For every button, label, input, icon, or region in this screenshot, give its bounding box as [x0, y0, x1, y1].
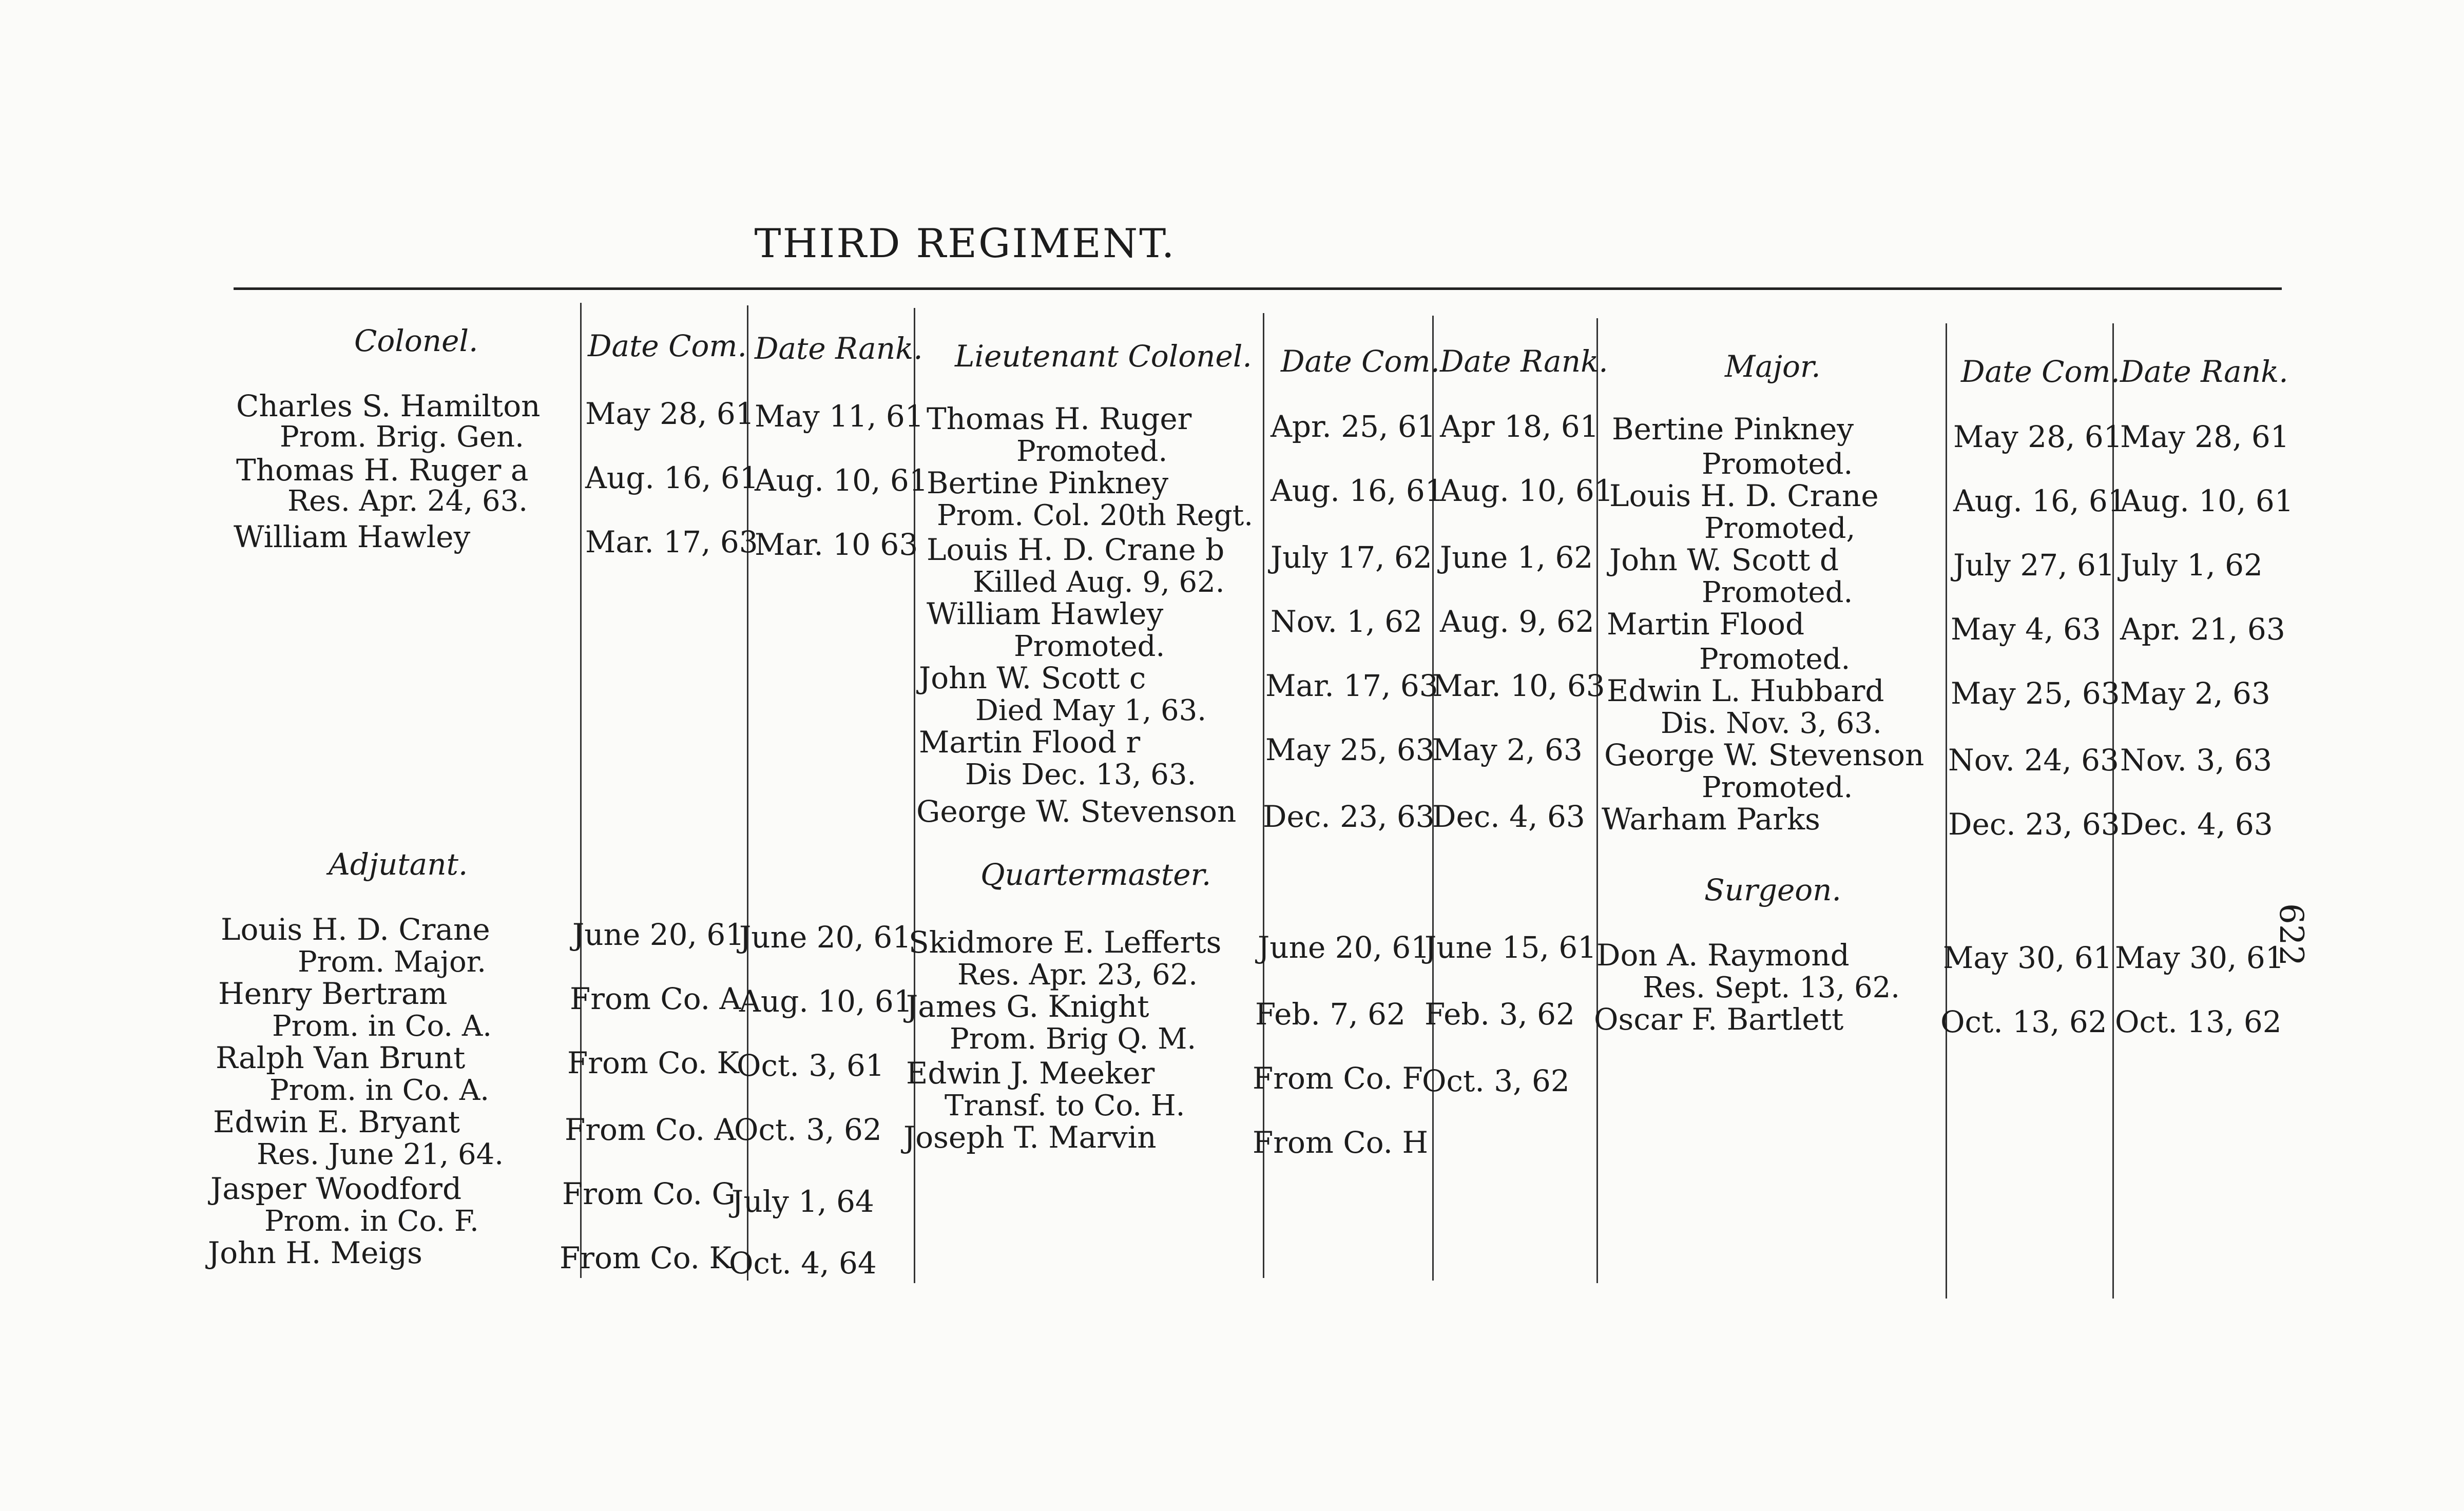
officer-name: Bertine Pinkney: [1612, 412, 1854, 447]
header-date-com: Date Com.: [1961, 354, 2120, 389]
officer-name: Thomas H. Ruger: [927, 401, 1192, 436]
date-com: May 28, 61: [1953, 419, 2123, 454]
date-rank: Aug. 9, 62: [1440, 604, 1594, 639]
date-rank: Aug. 10, 61: [1440, 473, 1613, 508]
column-divider: [1946, 323, 1947, 1299]
date-com: From Co. H: [1253, 1125, 1429, 1160]
officer-note: Promoted.: [1702, 576, 1853, 609]
date-com: May 25, 63: [1951, 676, 2120, 711]
header-date-rank: Date Rank.: [755, 331, 923, 366]
header-lieutenant-colonel: Lieutenant Colonel.: [955, 339, 1252, 374]
date-rank: Dec. 4, 63: [2120, 807, 2273, 842]
officer-name: Henry Bertram: [218, 976, 448, 1011]
header-date-rank: Date Rank.: [2120, 354, 2288, 389]
officer-name: Jasper Woodford: [210, 1171, 462, 1206]
date-rank: Oct. 3, 62: [1422, 1063, 1570, 1098]
officer-note: Res. Apr. 24, 63.: [287, 485, 528, 518]
date-rank: Oct. 3, 61: [737, 1048, 884, 1083]
date-com: Feb. 7, 62: [1255, 997, 1406, 1032]
officer-note: Res. Sept. 13, 62.: [1643, 971, 1900, 1004]
officer-name: Louis H. D. Crane: [1609, 478, 1879, 513]
officer-note: Killed Aug. 9, 62.: [973, 566, 1225, 599]
officer-name: Charles S. Hamilton: [236, 389, 541, 423]
date-rank: Oct. 13, 62: [2115, 1004, 2282, 1039]
date-rank: May 2, 63: [1432, 732, 1583, 767]
officer-name: Martin Flood r: [919, 725, 1141, 760]
date-rank: Oct. 3, 62: [734, 1112, 882, 1147]
header-colonel: Colonel.: [354, 323, 478, 358]
date-rank: Feb. 3, 62: [1424, 997, 1575, 1032]
officer-name: Edwin J. Meeker: [906, 1056, 1155, 1091]
date-com: Mar. 17, 63: [1265, 668, 1438, 703]
officer-name: Louis H. D. Crane b: [927, 532, 1225, 567]
date-com: From Co. A: [565, 1112, 736, 1147]
officer-name: Thomas H. Ruger a: [236, 453, 529, 488]
date-com: Nov. 1, 62: [1270, 604, 1423, 639]
officer-name: Bertine Pinkney: [927, 466, 1169, 500]
date-com: Apr. 25, 61: [1270, 409, 1436, 444]
date-com: May 30, 61: [1943, 940, 2112, 975]
officer-name: James G. Knight: [906, 989, 1149, 1024]
officer-name: Joseph T. Marvin: [903, 1120, 1157, 1155]
page-title: THIRD REGIMENT.: [754, 221, 1176, 267]
officer-note: Promoted.: [1016, 435, 1168, 468]
officer-name: Edwin E. Bryant: [213, 1105, 460, 1139]
date-rank: Aug. 10, 61: [739, 984, 913, 1019]
date-rank: Mar. 10 63: [755, 527, 918, 562]
officer-name: Oscar F. Bartlett: [1594, 1002, 1844, 1037]
date-rank: Dec. 4, 63: [1432, 799, 1585, 834]
date-rank: Aug. 10, 61: [2120, 483, 2294, 518]
date-rank: July 1, 62: [2120, 548, 2263, 583]
officer-note: Res. Apr. 23, 62.: [957, 958, 1198, 992]
date-com: July 17, 62: [1270, 540, 1432, 575]
header-quartermaster: Quartermaster.: [980, 857, 1211, 892]
date-rank: June 1, 62: [1440, 540, 1593, 575]
officer-name: William Hawley: [234, 519, 471, 554]
officer-name: Edwin L. Hubbard: [1607, 673, 1884, 708]
date-com: Aug. 16, 61: [1270, 473, 1444, 508]
officer-name: Warham Parks: [1602, 802, 1820, 837]
officer-name: Ralph Van Brunt: [216, 1040, 466, 1075]
date-com: May 28, 61: [585, 396, 755, 431]
date-rank: Oct. 4, 64: [729, 1246, 877, 1281]
date-rank: May 28, 61: [2120, 419, 2289, 454]
header-adjutant: Adjutant.: [329, 847, 468, 882]
officer-note: Dis. Nov. 3, 63.: [1661, 707, 1882, 740]
header-surgeon: Surgeon.: [1704, 873, 1841, 907]
date-com: June 20, 61: [572, 917, 745, 952]
date-rank: July 1, 64: [732, 1184, 874, 1219]
date-com: July 27, 61: [1953, 548, 2115, 583]
column-divider: [1596, 318, 1598, 1283]
header-major: Major.: [1725, 349, 1821, 384]
date-rank: Aug. 10, 61: [755, 463, 928, 498]
date-com: From Co. A: [570, 981, 741, 1016]
date-com: Nov. 24, 63: [1948, 743, 2119, 778]
date-rank: Nov. 3, 63: [2120, 743, 2273, 778]
date-rank: June 20, 61: [739, 920, 912, 955]
date-rank: Apr 18, 61: [1440, 409, 1599, 444]
title-rule: [234, 287, 2282, 290]
date-com: May 25, 63: [1265, 732, 1435, 767]
page-number: 622: [2272, 903, 2310, 966]
officer-name: William Hawley: [927, 596, 1164, 631]
date-com: Dec. 23, 63: [1263, 799, 1435, 834]
date-rank: May 2, 63: [2120, 676, 2270, 711]
officer-note: Promoted.: [1702, 771, 1853, 804]
column-divider: [1432, 316, 1434, 1281]
officer-name: Skidmore E. Lefferts: [909, 925, 1222, 960]
date-com: Aug. 16, 61: [585, 460, 759, 495]
header-date-com: Date Com.: [588, 328, 747, 363]
officer-note: Died May 1, 63.: [975, 694, 1207, 727]
date-rank: Mar. 10, 63: [1432, 668, 1605, 703]
officer-name: Martin Flood: [1607, 607, 1805, 642]
officer-note: Promoted.: [1014, 630, 1165, 663]
officer-note: Prom. in Co. F.: [264, 1205, 479, 1238]
officer-note: Dis Dec. 13, 63.: [965, 758, 1197, 791]
date-com: Mar. 17, 63: [585, 525, 758, 559]
officer-note: Promoted,: [1704, 512, 1856, 545]
officer-note: Transf. to Co. H.: [945, 1089, 1185, 1122]
date-com: Oct. 13, 62: [1940, 1004, 2107, 1039]
officer-note: Prom. Col. 20th Regt.: [937, 499, 1254, 532]
date-com: From Co. G: [562, 1176, 736, 1211]
officer-note: Promoted.: [1699, 643, 1851, 676]
date-com: May 4, 63: [1951, 612, 2101, 647]
date-com: Dec. 23, 63: [1948, 807, 2120, 842]
officer-name: George W. Stevenson: [916, 794, 1237, 829]
officer-note: Res. June 21, 64.: [257, 1138, 504, 1171]
date-com: Aug. 16, 61: [1953, 483, 2127, 518]
date-rank: May 30, 61: [2115, 940, 2284, 975]
date-com: From Co. K: [567, 1045, 739, 1080]
header-date-com: Date Com.: [1281, 344, 1440, 379]
officer-name: Don A. Raymond: [1596, 938, 1850, 973]
date-com: From Co. F: [1253, 1061, 1423, 1096]
officer-note: Prom. in Co. A.: [272, 1010, 492, 1043]
date-rank: Apr. 21, 63: [2120, 612, 2285, 647]
date-rank: June 15, 61: [1424, 930, 1597, 965]
officer-note: Prom. Brig Q. M.: [950, 1022, 1197, 1056]
officer-note: Prom. in Co. A.: [270, 1074, 490, 1107]
officer-note: Prom. Brig. Gen.: [280, 420, 524, 454]
date-com: June 20, 61: [1258, 930, 1430, 965]
date-com: From Co. K: [560, 1241, 732, 1275]
officer-name: John W. Scott c: [919, 661, 1146, 695]
officer-note: Promoted.: [1702, 448, 1853, 481]
officer-note: Prom. Major.: [298, 945, 487, 979]
officer-name: George W. Stevenson: [1604, 738, 1924, 772]
date-rank: May 11, 61: [755, 399, 924, 434]
header-date-rank: Date Rank.: [1440, 344, 1608, 379]
officer-name: John W. Scott d: [1609, 543, 1839, 577]
officer-name: Louis H. D. Crane: [221, 912, 490, 947]
officer-name: John H. Meigs: [208, 1235, 422, 1270]
